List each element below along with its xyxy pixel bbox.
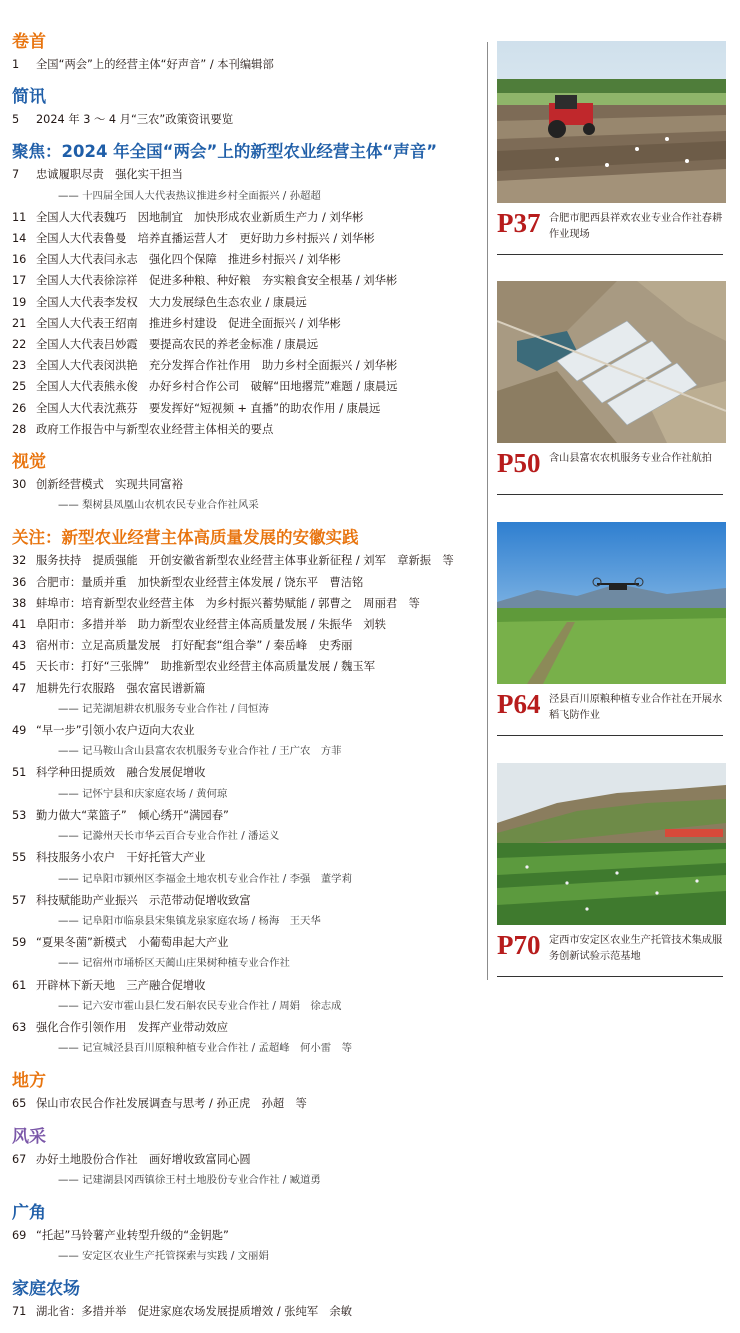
section-gap bbox=[12, 1191, 480, 1197]
page-number: 21 bbox=[12, 316, 27, 330]
entry-text: 创新经营模式 实现共同富裕 bbox=[36, 478, 183, 492]
toc-entry-subtitle bbox=[12, 911, 480, 932]
section-title[interactable]: 家庭农场 bbox=[12, 1279, 80, 1300]
section-title[interactable]: 关注：新型农业经营主体高质量发展的安徽实践 bbox=[12, 528, 359, 548]
entry-text: “早一步”引领小农户迈向大农业 bbox=[36, 724, 195, 738]
table-of-contents bbox=[12, 26, 480, 1323]
toc-entry[interactable] bbox=[12, 313, 480, 334]
photo-caption-text: 合肥市肥西县祥欢农业专业合作社春耕作业现场 bbox=[549, 213, 723, 240]
toc-entry[interactable] bbox=[12, 1017, 480, 1038]
entry-text: 宿州市：立足高质量发展 打好配套“组合拳” / 秦岳峰 史秀丽 bbox=[36, 639, 353, 653]
section-title[interactable]: 简讯 bbox=[12, 87, 46, 108]
toc-entry-subtitle bbox=[12, 1038, 480, 1059]
entry-text: —— 安定区农业生产托管探索与实践 / 文丽娟 bbox=[58, 1250, 269, 1263]
toc-entry-subtitle bbox=[12, 699, 480, 720]
entry-text: “托起”马铃薯产业转型升级的“金钥匙” bbox=[36, 1228, 229, 1242]
toc-entry[interactable] bbox=[12, 207, 480, 228]
entry-text: —— 记阜阳市颍州区李福金土地农机专业合作社 / 李强 董学莉 bbox=[58, 872, 352, 885]
page-number: 19 bbox=[12, 295, 27, 309]
entry-text: 全国人大代表闫永志 强化四个保障 推进乡村振兴 / 刘华彬 bbox=[36, 253, 341, 267]
toc-entry[interactable] bbox=[12, 1225, 480, 1246]
entry-text: 办好土地股份合作社 画好增收致富同心圆 bbox=[36, 1152, 251, 1166]
entry-text: 科学种田提质效 融合发展促增收 bbox=[36, 766, 206, 780]
page-number: 1 bbox=[12, 58, 20, 71]
photo-tractor-field bbox=[497, 41, 726, 203]
toc-entry[interactable] bbox=[12, 1149, 480, 1170]
entry-text: —— 梨树县凤凰山农机农民专业合作社风采 bbox=[58, 499, 259, 512]
page-number: 14 bbox=[12, 232, 27, 246]
entry-text: —— 记建湖县冈西镇徐王村土地股份专业合作社 / 臧道勇 bbox=[58, 1173, 321, 1186]
photo-page-number[interactable]: P37 bbox=[497, 208, 541, 238]
page-number: 22 bbox=[12, 338, 27, 352]
entry-text: “夏果冬菌”新模式 小葡萄串起大产业 bbox=[36, 936, 229, 950]
entry-text: 全国人大代表魏巧 因地制宜 加快形成农业新质生产力 / 刘华彬 bbox=[36, 210, 364, 224]
page-number: 38 bbox=[12, 596, 27, 610]
photo-caption bbox=[497, 203, 726, 255]
caption-rule bbox=[497, 494, 723, 495]
entry-text: 保山市农民合作社发展调查与思考 / 孙正虎 孙超 等 bbox=[36, 1097, 307, 1111]
entry-text: —— 记宿州市埇桥区天蔺山庄果树种植专业合作社 bbox=[58, 957, 290, 970]
page-number: 11 bbox=[12, 210, 27, 224]
toc-entry[interactable] bbox=[12, 635, 480, 656]
section-gap bbox=[12, 75, 480, 81]
toc-entry[interactable] bbox=[12, 474, 480, 495]
toc-entry[interactable] bbox=[12, 419, 480, 440]
page-number: 49 bbox=[12, 724, 27, 738]
entry-text: 政府工作报告中与新型农业经营主体相关的要点 bbox=[36, 422, 274, 436]
photo-caption-text: 定西市安定区农业生产托管技术集成服务创新试验示范基地 bbox=[549, 935, 723, 962]
toc-entry[interactable] bbox=[12, 890, 480, 911]
photo-caption bbox=[497, 443, 726, 495]
entry-text: 阜阳市：多措并举 助力新型农业经营主体高质量发展 / 朱振华 刘轶 bbox=[36, 618, 386, 632]
page-number: 16 bbox=[12, 253, 27, 267]
page-number: 59 bbox=[12, 936, 27, 950]
page-number: 61 bbox=[12, 978, 27, 992]
entry-text: —— 记六安市霍山县仁发石斛农民专业合作社 / 周娟 徐志成 bbox=[58, 999, 342, 1012]
entry-text: —— 十四届全国人大代表热议推进乡村全面振兴 / 孙超超 bbox=[58, 189, 321, 202]
entry-text: 旭耕先行农服路 强农富民谱新篇 bbox=[36, 681, 206, 695]
page-number: 26 bbox=[12, 401, 27, 415]
entry-text: 科技赋能助产业振兴 示范带动促增收致富 bbox=[36, 893, 251, 907]
toc-entry[interactable] bbox=[12, 550, 480, 571]
section-title[interactable]: 卷首 bbox=[12, 32, 46, 52]
page-number: 69 bbox=[12, 1228, 27, 1242]
section-gap bbox=[12, 516, 480, 522]
entry-text: —— 记滁州天长市华云百合专业合作社 / 潘运义 bbox=[58, 830, 280, 843]
toc-entry[interactable] bbox=[12, 109, 480, 130]
photo-caption-text: 含山县富农农机服务专业合作社航拍 bbox=[549, 453, 712, 464]
caption-rule bbox=[497, 976, 723, 977]
photo-potato-field bbox=[497, 763, 726, 925]
entry-text: 服务扶持 提质强能 开创安徽省新型农业经营主体事业新征程 / 刘军 章新振 等 bbox=[36, 554, 454, 568]
entry-text: 勤力做大“菜篮子” 倾心绣开“满园春” bbox=[36, 808, 229, 822]
toc-entry[interactable] bbox=[12, 678, 480, 699]
section-title[interactable]: 地方 bbox=[12, 1071, 46, 1092]
page-number: 41 bbox=[12, 618, 27, 632]
page-number: 25 bbox=[12, 380, 27, 394]
photo-page-number[interactable]: P70 bbox=[497, 930, 541, 960]
toc-entry-subtitle bbox=[12, 741, 480, 762]
toc-entry[interactable] bbox=[12, 249, 480, 270]
toc-entry[interactable] bbox=[12, 1301, 480, 1322]
entry-text: 强化合作引领作用 发挥产业带动效应 bbox=[36, 1020, 229, 1034]
photo-aerial-greenhouses bbox=[497, 281, 726, 443]
entry-text: —— 记阜阳市临泉县宋集镇龙泉家庭农场 / 杨海 王天华 bbox=[58, 914, 321, 927]
section-title[interactable]: 视觉 bbox=[12, 452, 46, 473]
page-number: 5 bbox=[12, 113, 20, 127]
page-number: 47 bbox=[12, 681, 27, 695]
page-number: 71 bbox=[12, 1305, 27, 1319]
toc-entry[interactable] bbox=[12, 572, 480, 593]
entry-text: —— 记宣城泾县百川原粮种植专业合作社 / 孟超峰 何小雷 等 bbox=[58, 1042, 352, 1055]
entry-text: 全国人大代表鲁曼 培养直播运营人才 更好助力乡村振兴 / 刘华彬 bbox=[36, 232, 375, 246]
toc-entry-subtitle bbox=[12, 784, 480, 805]
toc-entry[interactable] bbox=[12, 334, 480, 355]
toc-entry[interactable] bbox=[12, 54, 480, 75]
entry-text: 全国人大代表熊永俊 办好乡村合作公司 破解“田地撂荒”难题 / 康晨远 bbox=[36, 380, 398, 394]
caption-rule bbox=[497, 735, 723, 736]
caption-rule bbox=[497, 254, 723, 255]
page-number: 30 bbox=[12, 478, 27, 492]
entry-text: 科技服务小农户 干好托管大产业 bbox=[36, 851, 206, 865]
toc-entry-subtitle bbox=[12, 953, 480, 974]
entry-text: —— 记马鞍山含山县富农农机服务专业合作社 / 王广农 方菲 bbox=[58, 745, 342, 758]
page-number: 23 bbox=[12, 359, 27, 373]
column-divider bbox=[487, 42, 488, 980]
entry-text: 全国人大代表李发权 大力发展绿色生态农业 / 康晨远 bbox=[36, 295, 307, 309]
section-gap bbox=[12, 1115, 480, 1121]
section-gap bbox=[12, 440, 480, 446]
page-number: 32 bbox=[12, 554, 27, 568]
page-number: 55 bbox=[12, 851, 27, 865]
toc-entry[interactable] bbox=[12, 355, 480, 376]
toc-entry-subtitle bbox=[12, 1246, 480, 1267]
page-number: 63 bbox=[12, 1020, 27, 1034]
photo-caption bbox=[497, 684, 726, 736]
page-number: 67 bbox=[12, 1152, 27, 1166]
page-number: 17 bbox=[12, 274, 27, 288]
entry-text: 全国人大代表王绍南 推进乡村建设 促进全面振兴 / 刘华彬 bbox=[36, 316, 341, 330]
entry-text: 湖北省：多措并举 促进家庭农场发展提质增效 / 张纯军 余敏 bbox=[36, 1305, 353, 1319]
photo-page-number[interactable]: P64 bbox=[497, 689, 541, 719]
entry-text: 2024 年 3 ～ 4 月“三农”政策资讯要览 bbox=[36, 113, 234, 127]
page-number: 57 bbox=[12, 893, 27, 907]
entry-text: 全国人大代表徐淙祥 促进多种粮、种好粮 夯实粮食安全根基 / 刘华彬 bbox=[36, 274, 398, 288]
toc-entry[interactable] bbox=[12, 975, 480, 996]
section-title[interactable]: 广角 bbox=[12, 1202, 46, 1223]
entry-text: 全国人大代表吕妙霞 要提高农民的养老金标准 / 康晨远 bbox=[36, 338, 319, 352]
photo-card-p37[interactable] bbox=[497, 41, 726, 255]
toc-entry-subtitle bbox=[12, 996, 480, 1017]
page-number: 36 bbox=[12, 575, 27, 589]
toc-entry-subtitle bbox=[12, 869, 480, 890]
entry-text: 合肥市：量质并重 加快新型农业经营主体发展 / 饶东平 曹洁铭 bbox=[36, 575, 364, 589]
page-number: 45 bbox=[12, 660, 27, 674]
toc-entry[interactable] bbox=[12, 398, 480, 419]
entry-text: 全国“两会”上的经营主体“好声音” / 本刊编辑部 bbox=[36, 58, 274, 71]
entry-text: 全国人大代表沈燕芬 要发挥好“短视频 + 直播”的助农作用 / 康晨远 bbox=[36, 401, 381, 415]
toc-entry[interactable] bbox=[12, 164, 480, 185]
toc-entry[interactable] bbox=[12, 228, 480, 249]
toc-entry-subtitle bbox=[12, 495, 480, 516]
entry-text: 天长市：打好“三张牌” 助推新型农业经营主体高质量发展 / 魏玉军 bbox=[36, 660, 376, 674]
toc-entry[interactable] bbox=[12, 614, 480, 635]
photo-card-p70[interactable] bbox=[497, 763, 726, 977]
page-number: 28 bbox=[12, 422, 27, 436]
section-gap bbox=[12, 1267, 480, 1273]
photo-page-number[interactable]: P50 bbox=[497, 448, 541, 478]
section-gap bbox=[12, 1059, 480, 1065]
toc-entry-subtitle bbox=[12, 186, 480, 207]
photo-caption bbox=[497, 925, 726, 977]
section-title[interactable]: 风采 bbox=[12, 1126, 46, 1147]
photo-drone-rice bbox=[497, 522, 726, 684]
photo-card-p64[interactable] bbox=[497, 522, 726, 736]
page-number: 51 bbox=[12, 766, 27, 780]
entry-text: 忠诚履职尽责 强化实干担当 bbox=[36, 168, 183, 182]
photo-caption-text: 泾县百川原粮种植专业合作社在开展水稻飞防作业 bbox=[549, 694, 723, 721]
toc-entry-subtitle bbox=[12, 826, 480, 847]
entry-text: 开辟林下新天地 三产融合促增收 bbox=[36, 978, 206, 992]
toc-entry[interactable] bbox=[12, 593, 480, 614]
entry-text: 全国人大代表闵洪艳 充分发挥合作社作用 助力乡村全面振兴 / 刘华彬 bbox=[36, 359, 398, 373]
toc-entry-subtitle bbox=[12, 1170, 480, 1191]
section-gap bbox=[12, 130, 480, 136]
photo-card-p50[interactable] bbox=[497, 281, 726, 495]
page-number: 65 bbox=[12, 1097, 27, 1111]
toc-entry[interactable] bbox=[12, 762, 480, 783]
toc-entry[interactable] bbox=[12, 847, 480, 868]
toc-entry[interactable] bbox=[12, 805, 480, 826]
toc-entry[interactable] bbox=[12, 1093, 480, 1114]
page-number: 43 bbox=[12, 639, 27, 653]
section-title[interactable]: 聚焦：2024 年全国“两会”上的新型农业经营主体“声音” bbox=[12, 142, 438, 162]
toc-entry[interactable] bbox=[12, 656, 480, 677]
toc-entry[interactable] bbox=[12, 270, 480, 291]
toc-entry[interactable] bbox=[12, 720, 480, 741]
entry-text: 蚌埠市：培育新型农业经营主体 为乡村振兴蓄势赋能 / 郭曹之 周丽君 等 bbox=[36, 596, 420, 610]
toc-entry[interactable] bbox=[12, 292, 480, 313]
entry-text: —— 记怀宁县和庆家庭农场 / 黄何琼 bbox=[58, 787, 228, 800]
entry-text: —— 记芜湖旭耕农机服务专业合作社 / 闫恒涛 bbox=[58, 702, 269, 715]
toc-entry[interactable] bbox=[12, 376, 480, 397]
page-number: 7 bbox=[12, 168, 20, 182]
page-number: 53 bbox=[12, 808, 27, 822]
toc-entry[interactable] bbox=[12, 932, 480, 953]
